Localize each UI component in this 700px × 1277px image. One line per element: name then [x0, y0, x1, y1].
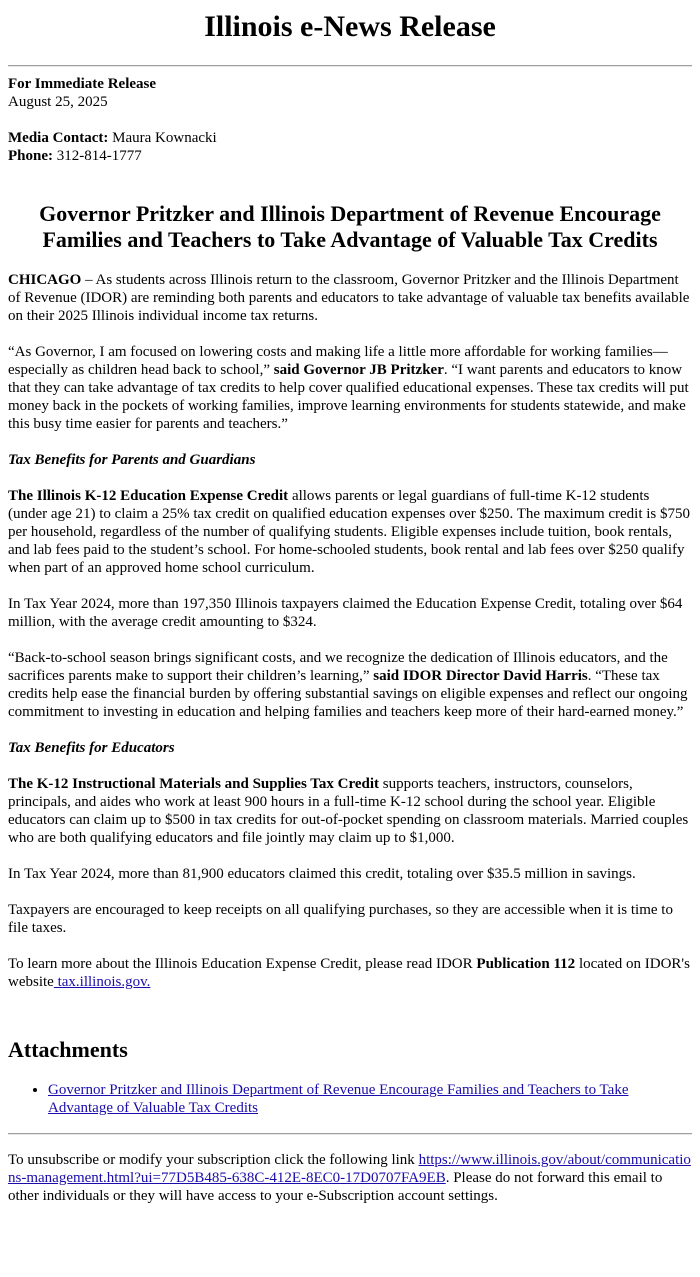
publication-name: Publication 112: [476, 956, 576, 972]
subhead-educators: Tax Benefits for Educators: [8, 740, 175, 756]
paragraph-governor-quote: “As Governor, I am focused on lowering costs and making life a little more affordable for working families—especially as children head back to school,” said Governor JB Pritzker. “I want parents and educators to know that they can take advantage of tax credits to help cover qualified educational expenses. These tax credits will put money back in the pockets of working families, improve learning environments for students statewide, and make this busy time easier for parents and teachers.”: [8, 344, 689, 432]
phone-label: Phone:: [8, 148, 53, 164]
list-item: [48, 1081, 692, 1117]
paragraph-receipts: Taxpayers are encouraged to keep receipts on all qualifying purchases, so they are accessible when it is time to file taxes.: [8, 902, 673, 936]
footer-unsubscribe: To unsubscribe or modify your subscription click the following link https://www.illinois.gov/about/communications-management.html?ui=77D5B485-638C-412E-8EC0-17D0707FA9EB. Please do not forward this email to other individuals or they will have access to your e-Subscription account settings.: [8, 1152, 691, 1204]
subhead-parents: Tax Benefits for Parents and Guardians: [8, 452, 256, 468]
paragraph-tax-year-educators: In Tax Year 2024, more than 81,900 educators claimed this credit, totaling over $35.5 million in savings.: [8, 866, 636, 882]
paragraph-materials-credit: The K-12 Instructional Materials and Supplies Tax Credit supports teachers, instructors, counselors, principals, and aides who work at least 900 hours in a full-time K-12 school during the school year. Eligible educators can claim up to $500 in tax credits for out-of-pocket spending on classroom materials. Married couples who are both qualifying educators and file jointly may claim up to $1,000.: [8, 776, 689, 846]
release-label: For Immediate Release: [8, 76, 157, 92]
media-contact-label: Media Contact:: [8, 130, 109, 146]
banner-divider: [8, 65, 692, 67]
release-meta: [8, 75, 692, 165]
attachments-heading: Attachments: [8, 1037, 128, 1062]
media-contact-name: Maura Kownacki: [112, 130, 217, 146]
paragraph-director-quote: “Back-to-school season brings significant costs, and we recognize the dedication of Illinois educators, and the sacrifices parents make to support their children’s learning,” said IDOR Director David Harris. “These tax credits help ease the financial burden by offering substantial savings on eligible expenses and reflect our ongoing commitment to investing in education and helping families and teachers keep more of their hard-earned money.”: [8, 650, 688, 720]
banner-title: Illinois e-News Release: [204, 10, 496, 43]
release-date: August 25, 2025: [8, 94, 108, 110]
attachments-list: [8, 1081, 692, 1117]
paragraph-tax-year-parents: In Tax Year 2024, more than 197,350 Illinois taxpayers claimed the Education Expense Credit, totaling over $64 million, with the average credit amounting to $324.: [8, 596, 683, 630]
attachment-link[interactable]: Governor Pritzker and Illinois Department of Revenue Encourage Families and Teachers to Take Advantage of Valuable Tax Credits: [48, 1082, 629, 1116]
paragraph-intro: CHICAGO – As students across Illinois return to the classroom, Governor Pritzker and the Illinois Department of Revenue (IDOR) are reminding both parents and educators to take advantage of valuable tax benefits available on their 2025 Illinois individual income tax returns.: [8, 272, 690, 324]
media-contact: [8, 129, 692, 147]
paragraph-education-expense-credit: The Illinois K-12 Education Expense Credit allows parents or legal guardians of full-time K-12 students (under age 21) to claim a 25% tax credit on qualified education expenses over $250. The maximum credit is $750 per household, regardless of the number of qualifying students. Eligible expenses include tuition, book rentals, and lab fees paid to the student’s school. For home-schooled students, book rental and lab fees over $250 qualify when part of an approved home school curriculum.: [8, 488, 691, 576]
governor-attribution: said Governor JB Pritzker: [273, 362, 444, 378]
phone: [8, 147, 692, 165]
tax-website-link[interactable]: tax.illinois.gov.: [53, 974, 151, 990]
footer-divider: [8, 1133, 692, 1135]
dateline: CHICAGO: [8, 272, 82, 288]
unsubscribe-link[interactable]: https://www.illinois.gov/about/communications-management.html?ui=77D5B485-638C-412E-8EC0-17D0707FA9EB: [8, 1152, 691, 1186]
director-attribution: said IDOR Director David Harris: [373, 668, 588, 684]
article-headline: Governor Pritzker and Illinois Department of Revenue Encourage Families and Teachers to Take Advantage of Valuable Tax Credits: [39, 201, 661, 252]
paragraph-learn-more: To learn more about the Illinois Education Expense Credit, please read IDOR Publication 112 located on IDOR's website tax.illinois.gov.: [8, 956, 690, 990]
phone-number: 312-814-1777: [56, 148, 142, 164]
